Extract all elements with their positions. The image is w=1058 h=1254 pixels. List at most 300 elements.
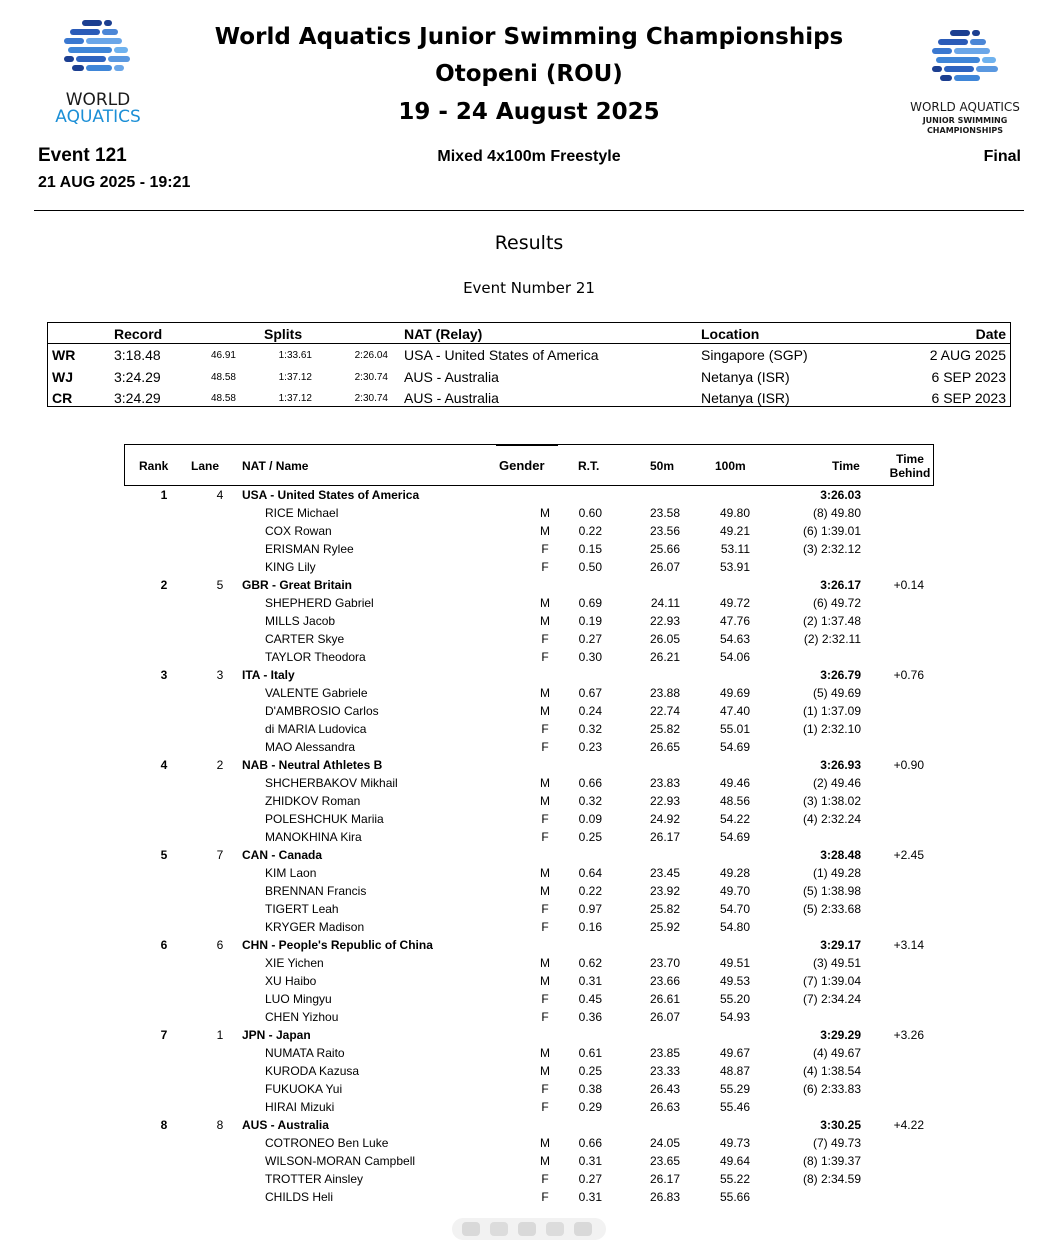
record-split-2: 1:37.12 [278,393,312,404]
record-date: 6 SEP 2023 [931,368,1006,385]
swimmer-cumulative-time: (7) 2:34.24 [802,992,861,1006]
swimmer-gender: M [540,704,550,718]
swimmer-row [124,1080,934,1098]
swimmer-split-50m: 25.66 [649,542,680,556]
swimmer-cumulative-time: (1) 2:32.10 [802,722,861,736]
swimmer-cumulative-time: (2) 2:32.11 [803,632,861,646]
swimmer-name: ERISMAN Rylee [265,542,354,556]
swimmer-split-50m: 23.56 [649,524,680,538]
swimmer-split-50m: 26.17 [649,1172,680,1186]
swimmer-reaction-time: 0.30 [578,650,602,664]
swimmer-split-50m: 23.83 [649,776,680,790]
swimmer-reaction-time: 0.38 [578,1082,602,1096]
swimmer-split-50m: 23.66 [649,974,680,988]
swimmer-reaction-time: 0.32 [578,722,602,736]
record-nat: USA - United States of America [404,347,599,363]
swimmer-split-50m: 25.92 [649,920,680,934]
swimmer-name: SHCHERBAKOV Mikhail [265,776,398,790]
team-lane: 3 [216,668,224,682]
swimmer-split-50m: 22.93 [649,794,680,808]
swimmer-cumulative-time: (4) 1:38.54 [802,1064,861,1078]
watermark [450,1215,608,1243]
swimmer-row [124,720,934,738]
swimmer-row [124,810,934,828]
swimmer-reaction-time: 0.69 [578,596,602,610]
swimmer-name: di MARIA Ludovica [265,722,367,736]
swimmer-name: KURODA Kazusa [265,1064,360,1078]
swimmer-name: POLESHCHUK Mariia [265,812,384,826]
results-header-50m: 50m [650,459,675,473]
swimmer-cumulative-time: (7) 49.73 [812,1136,861,1150]
swimmer-reaction-time: 0.61 [578,1046,602,1060]
swimmer-gender: M [540,686,550,700]
swimmer-split-50m: 25.82 [649,722,680,736]
swimmer-cumulative-time: (8) 2:34.59 [802,1172,861,1186]
swimmer-name: COX Rowan [265,524,332,538]
swimmer-split-100m: 49.53 [719,974,750,988]
swimmer-row [124,828,934,846]
swimmer-name: MANOKHINA Kira [265,830,362,844]
swimmer-gender: M [540,506,550,520]
swimmer-gender: M [540,974,550,988]
results-header-gender: Gender [499,458,545,473]
header-divider [34,210,1024,211]
swimmer-split-50m: 26.07 [649,560,680,574]
swimmer-reaction-time: 0.27 [578,632,602,646]
swimmer-reaction-time: 0.22 [578,884,602,898]
championship-title: World Aquatics Junior Swimming Championships [214,24,844,50]
swimmer-reaction-time: 0.22 [578,524,602,538]
records-header-location: Location [701,326,760,342]
swimmer-name: CHEN Yizhou [265,1010,339,1024]
swimmer-name: LUO Mingyu [265,992,332,1006]
swimmer-split-100m: 49.80 [719,506,750,520]
swimmer-name: TAYLOR Theodora [265,650,366,664]
team-time: 3:29.17 [820,938,861,952]
swimmer-cumulative-time: (8) 49.80 [812,506,861,520]
swimmer-split-50m: 24.11 [650,596,680,610]
section-title: Results [494,232,564,254]
team-name: USA - United States of America [242,488,420,502]
team-time-behind: +3.26 [893,1028,924,1042]
team-row [124,1026,934,1044]
team-row [124,1116,934,1134]
swimmer-row [124,1188,934,1206]
swimmer-name: XIE Yichen [265,956,324,970]
logo-right-line3: CHAMPIONSHIPS [926,126,1004,135]
swimmer-split-100m: 49.73 [719,1136,750,1150]
team-lane: 8 [216,1118,224,1132]
section-subtitle: Event Number 21 [463,279,595,297]
swimmer-gender: F [541,1100,549,1114]
swimmer-reaction-time: 0.31 [578,1154,602,1168]
team-rank: 1 [160,488,168,502]
swimmer-name: VALENTE Gabriele [265,686,368,700]
swimmer-row [124,540,934,558]
record-time: 3:24.29 [114,368,161,385]
swimmer-cumulative-time: (5) 1:38.98 [802,884,861,898]
swimmer-split-50m: 25.82 [649,902,680,916]
swimmer-gender: M [540,776,550,790]
swimmer-split-50m: 26.61 [649,992,680,1006]
swimmer-split-100m: 55.46 [719,1100,750,1114]
championship-dates: 19 - 24 August 2025 [398,99,660,125]
team-lane: 5 [216,578,224,592]
swimmer-cumulative-time: (4) 2:32.24 [802,812,861,826]
swimmer-split-50m: 26.43 [649,1082,680,1096]
swimmer-gender: F [541,560,549,574]
logo-left-line1: WORLD [65,90,131,110]
record-type: WR [52,347,76,363]
swimmer-cumulative-time: (2) 49.46 [812,776,861,790]
swimmer-reaction-time: 0.36 [578,1010,602,1024]
team-row [124,846,934,864]
team-rank: 7 [160,1028,168,1042]
record-row [48,344,1010,366]
swimmer-reaction-time: 0.23 [578,740,602,754]
swimmer-row [124,954,934,972]
swimmer-gender: F [541,650,549,664]
team-row [124,936,934,954]
championship-location: Otopeni (ROU) [435,61,623,87]
swimmer-gender: F [541,722,549,736]
swimmer-cumulative-time: (3) 49.51 [812,956,861,970]
swimmer-name: CARTER Skye [265,632,345,646]
team-name: NAB - Neutral Athletes B [242,758,383,772]
swimmer-cumulative-time: (5) 49.69 [812,686,861,700]
swimmer-name: HIRAI Mizuki [265,1100,335,1114]
swimmer-gender: M [540,614,550,628]
swimmer-split-100m: 53.91 [719,560,750,574]
record-type: CR [52,390,73,406]
logo-right-line2: JUNIOR SWIMMING [922,116,1008,125]
results-header-rank: Rank [139,459,169,473]
record-date: 6 SEP 2023 [931,390,1006,406]
swimmer-reaction-time: 0.15 [578,542,602,556]
record-date: 2 AUG 2025 [929,347,1006,363]
swimmer-split-100m: 55.22 [719,1172,750,1186]
swimmer-cumulative-time: (2) 1:37.48 [802,614,861,628]
swimmer-cumulative-time: (1) 1:37.09 [802,704,861,718]
swimmer-split-100m: 49.46 [719,776,750,790]
team-lane: 2 [216,758,224,772]
swimmer-row [124,702,934,720]
swimmer-cumulative-time: (1) 49.28 [812,866,861,880]
swimmer-split-50m: 26.17 [649,830,680,844]
swimmer-gender: M [540,1154,550,1168]
swimmer-reaction-time: 0.16 [578,920,602,934]
results-header-lane: Lane [191,459,220,473]
swimmer-split-50m: 22.93 [649,614,680,628]
swimmer-reaction-time: 0.62 [578,956,602,970]
swimmer-gender: M [540,956,550,970]
swimmer-gender: M [540,866,550,880]
swimmer-name: KRYGER Madison [265,920,365,934]
swimmer-split-100m: 47.76 [719,614,750,628]
swimmer-name: KIM Laon [265,866,317,880]
swimmer-gender: F [541,740,549,754]
team-row [124,756,934,774]
record-location: Netanya (ISR) [701,368,790,385]
team-lane: 7 [216,848,224,862]
swimmer-row [124,1170,934,1188]
record-split-2: 1:33.61 [278,350,312,361]
record-split-3: 2:26.04 [354,350,388,361]
team-time-behind: +0.90 [893,758,924,772]
swimmer-split-50m: 26.63 [649,1100,680,1114]
swimmer-split-100m: 55.29 [719,1082,750,1096]
swimmer-row [124,1008,934,1026]
swimmer-reaction-time: 0.66 [578,776,602,790]
swimmer-name: BRENNAN Francis [265,884,367,898]
team-row [124,576,934,594]
swimmer-split-50m: 24.05 [649,1136,680,1150]
swimmer-gender: M [540,794,550,808]
swimmer-cumulative-time: (6) 49.72 [812,596,861,610]
team-time: 3:26.17 [820,578,861,592]
swimmer-gender: F [541,1172,549,1186]
record-split-3: 2:30.74 [354,393,388,404]
logo-right-line1: WORLD AQUATICS [910,100,1020,114]
swimmer-gender: M [540,1064,550,1078]
team-time: 3:26.79 [820,668,861,682]
swimmer-row [124,1134,934,1152]
swimmer-row [124,738,934,756]
swimmer-gender: F [541,1190,549,1204]
team-time: 3:30.25 [820,1118,861,1132]
event-datetime: 21 AUG 2025 - 19:21 [38,174,191,191]
team-rank: 6 [160,938,168,952]
record-time: 3:24.29 [114,390,161,406]
team-name: JPN - Japan [242,1028,311,1042]
swimmer-split-50m: 26.05 [649,632,680,646]
swimmer-cumulative-time: (6) 2:33.83 [802,1082,861,1096]
swimmer-name: D'AMBROSIO Carlos [265,704,379,718]
team-time: 3:26.03 [820,488,861,502]
swimmer-split-100m: 49.69 [719,686,750,700]
swimmer-gender: M [540,524,550,538]
swimmer-split-100m: 54.69 [719,830,750,844]
swimmer-split-50m: 26.07 [649,1010,680,1024]
swimmer-split-50m: 26.65 [649,740,680,754]
swimmer-split-50m: 26.21 [649,650,680,664]
team-row [124,666,934,684]
team-time-behind: +4.22 [893,1118,924,1132]
swimmer-split-100m: 49.64 [719,1154,750,1168]
swimmer-reaction-time: 0.19 [578,614,602,628]
record-nat: AUS - Australia [404,390,499,406]
swimmer-row [124,648,934,666]
swimmer-split-50m: 23.70 [649,956,680,970]
swimmer-split-50m: 24.92 [649,812,680,826]
team-rank: 8 [160,1118,168,1132]
swimmer-row [124,594,934,612]
swimmer-row [124,918,934,936]
record-split-3: 2:30.74 [354,371,388,383]
team-lane: 6 [216,938,224,952]
record-split-1: 48.58 [210,371,236,383]
team-time: 3:28.48 [820,848,861,862]
swimmer-name: KING Lily [265,560,316,574]
event-phase: Final [983,148,1021,165]
swimmer-split-100m: 49.72 [719,596,750,610]
swimmer-name: CHILDS Heli [265,1190,334,1204]
team-name: AUS - Australia [242,1118,329,1132]
swimmer-row [124,504,934,522]
records-header-splits: Splits [264,326,303,342]
swimmer-reaction-time: 0.31 [578,1190,602,1204]
results-header-100m: 100m [715,459,746,473]
swimmer-reaction-time: 0.29 [578,1100,602,1114]
swimmer-row [124,684,934,702]
swimmer-reaction-time: 0.64 [578,866,602,880]
swimmer-reaction-time: 0.45 [578,992,602,1006]
record-location: Netanya (ISR) [701,390,790,406]
swimmer-row [124,972,934,990]
swimmer-split-100m: 53.11 [720,542,750,556]
swimmer-name: MILLS Jacob [265,614,336,628]
record-time: 3:18.48 [114,347,161,363]
swimmer-row [124,1044,934,1062]
swimmer-split-100m: 54.69 [719,740,750,754]
swimmer-row [124,900,934,918]
results-header-time-behind-1: Time [896,452,924,466]
swimmer-reaction-time: 0.31 [578,974,602,988]
swimmer-gender: F [541,812,549,826]
team-rank: 5 [160,848,168,862]
swimmer-cumulative-time: (7) 1:39.04 [802,974,861,988]
swimmer-name: NUMATA Raito [265,1046,345,1060]
swimmer-cumulative-time: (6) 1:39.01 [802,524,861,538]
swimmer-split-50m: 23.45 [649,866,680,880]
swimmer-reaction-time: 0.32 [578,794,602,808]
records-header [48,323,1010,344]
team-name: GBR - Great Britain [242,578,353,592]
results-header-time: Time [832,459,860,473]
record-split-1: 48.58 [210,393,236,404]
swimmer-gender: F [541,920,549,934]
swimmer-gender: M [540,1046,550,1060]
swimmer-row [124,990,934,1008]
team-time-behind: +2.45 [893,848,924,862]
results-header-time-behind-2: Behind [889,466,931,480]
swimmer-split-100m: 49.67 [719,1046,750,1060]
team-time-behind: +0.76 [893,668,924,682]
swimmer-split-100m: 49.51 [719,956,750,970]
swimmer-split-100m: 49.28 [719,866,750,880]
swimmer-cumulative-time: (3) 2:32.12 [802,542,861,556]
swimmer-name: TIGERT Leah [265,902,339,916]
swimmer-name: ZHIDKOV Roman [265,794,361,808]
team-time: 3:26.93 [820,758,861,772]
record-split-2: 1:37.12 [278,371,312,383]
swimmer-split-50m: 23.33 [649,1064,680,1078]
swimmer-split-100m: 55.01 [719,722,750,736]
gender-column-marker [496,444,558,446]
swimmer-cumulative-time: (3) 1:38.02 [802,794,861,808]
swimmer-gender: M [540,884,550,898]
swimmer-name: SHEPHERD Gabriel [265,596,374,610]
swimmer-row [124,792,934,810]
team-time-behind: +3.14 [893,938,924,952]
swimmer-name: RICE Michael [265,506,339,520]
swimmer-row [124,1098,934,1116]
records-header-date: Date [975,326,1006,342]
record-row [48,366,1010,388]
swimmer-reaction-time: 0.66 [578,1136,602,1150]
team-time-behind: +0.14 [893,578,924,592]
records-header-nat: NAT (Relay) [404,326,483,342]
swimmer-split-50m: 23.85 [649,1046,680,1060]
swimmer-row [124,522,934,540]
record-location: Singapore (SGP) [701,347,808,363]
swimmer-gender: F [541,1010,549,1024]
swimmer-split-100m: 54.63 [719,632,750,646]
swimmer-row [124,882,934,900]
swimmer-reaction-time: 0.60 [578,506,602,520]
swimmer-split-100m: 48.87 [719,1064,750,1078]
event-number: Event 121 [38,145,127,166]
swimmer-split-50m: 26.83 [649,1190,680,1204]
team-lane: 4 [216,488,224,502]
swimmer-row [124,558,934,576]
swimmer-reaction-time: 0.25 [578,830,602,844]
results-header-name: NAT / Name [242,459,309,473]
results-header-rt: R.T. [578,459,600,473]
swimmer-name: TROTTER Ainsley [265,1172,364,1186]
record-split-1: 46.91 [210,350,236,361]
swimmer-split-100m: 54.93 [719,1010,750,1024]
swimmer-name: WILSON-MORAN Campbell [265,1154,416,1168]
swimmer-split-100m: 54.22 [719,812,750,826]
swimmer-reaction-time: 0.50 [578,560,602,574]
record-row [48,387,1010,409]
swimmer-reaction-time: 0.24 [578,704,602,718]
record-nat: AUS - Australia [404,368,499,385]
swimmer-split-100m: 49.70 [719,884,750,898]
results-header [124,444,934,486]
event-name: Mixed 4x100m Freestyle [437,148,621,165]
swimmer-cumulative-time: (8) 1:39.37 [802,1154,861,1168]
records-header-record: Record [114,326,163,342]
record-type: WJ [52,368,73,385]
swimmer-name: XU Haibo [265,974,317,988]
team-rank: 3 [160,668,168,682]
swimmer-split-50m: 23.88 [649,686,680,700]
team-name: CAN - Canada [242,848,323,862]
swimmer-gender: F [541,632,549,646]
swimmer-gender: F [541,542,549,556]
team-time: 3:29.29 [820,1028,861,1042]
swimmer-name: MAO Alessandra [265,740,356,754]
swimmer-row [124,1152,934,1170]
swimmer-gender: F [541,830,549,844]
swimmer-name: COTRONEO Ben Luke [265,1136,389,1150]
swimmer-reaction-time: 0.67 [578,686,602,700]
swimmer-row [124,630,934,648]
swimmer-reaction-time: 0.25 [578,1064,602,1078]
swimmer-name: FUKUOKA Yui [265,1082,343,1096]
swimmer-row [124,1062,934,1080]
swimmer-split-100m: 48.56 [719,794,750,808]
swimmer-reaction-time: 0.09 [578,812,602,826]
team-row [124,486,934,504]
team-name: CHN - People's Republic of China [242,938,433,952]
swimmer-gender: M [540,596,550,610]
swimmer-reaction-time: 0.27 [578,1172,602,1186]
swimmer-gender: F [541,1082,549,1096]
swimmer-split-100m: 47.40 [719,704,750,718]
